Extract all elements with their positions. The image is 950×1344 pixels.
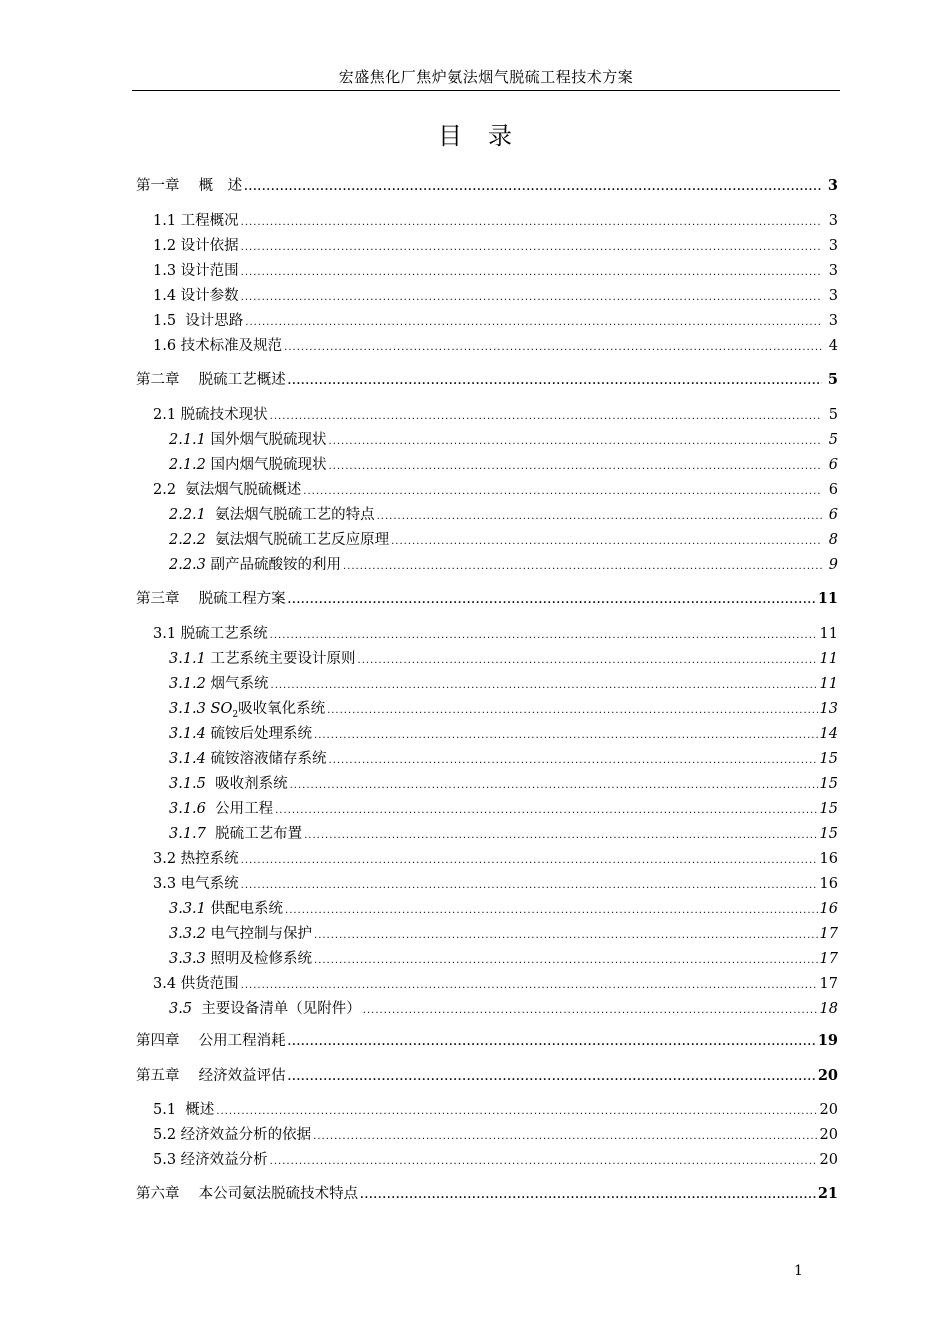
- toc-entry[interactable]: [153, 405, 838, 425]
- toc-entry-number: 第二章: [136, 372, 180, 388]
- toc-entry-text: 技术标准及规范: [180, 338, 283, 354]
- toc-entry-label: [153, 480, 301, 500]
- toc-entry[interactable]: [169, 949, 838, 969]
- toc-entry-text: $SO_2$吸收氧化系统: [210, 701, 326, 720]
- toc-chapter-entry[interactable]: [136, 1031, 838, 1051]
- toc-entry-label: [169, 530, 389, 550]
- toc-entry[interactable]: [153, 1150, 838, 1170]
- toc-entry-number: 第五章: [136, 1068, 180, 1084]
- toc-leader-dots: [284, 338, 822, 358]
- toc-page-number: 16: [819, 876, 838, 892]
- toc-entry-number: 3.1.5: [169, 776, 206, 792]
- toc-entry-label: [169, 999, 361, 1019]
- toc-page-number: 6: [828, 482, 838, 498]
- toc-entry-label: [136, 370, 286, 390]
- toc-page-number: 19: [817, 1032, 838, 1049]
- toc-entry-label: [169, 924, 312, 944]
- toc-entry-text: 脱硫工程方案: [198, 591, 286, 607]
- toc-entry[interactable]: [153, 480, 838, 500]
- toc-leader-dots: [244, 178, 822, 198]
- toc-entry-text: 主要设备清单（见附件）: [196, 1001, 361, 1017]
- toc-entry-label: [153, 974, 239, 994]
- toc-entry-number: 5.3: [153, 1152, 177, 1168]
- toc-entry-label: [153, 624, 268, 644]
- toc-entry-number: 3.1.6: [169, 801, 206, 817]
- toc-entry-text: 氨法烟气脱硫工艺反应原理: [210, 532, 390, 548]
- toc-entry-number: 2.1: [153, 407, 177, 423]
- toc-entry-label: [169, 430, 327, 450]
- toc-entry-text: 照明及检修系统: [210, 951, 313, 967]
- toc-entry-label: [169, 699, 325, 725]
- toc-entry-text: 硫铵后处理系统: [210, 726, 313, 742]
- toc-entry-text: 脱硫工艺系统: [180, 626, 268, 642]
- toc-page-number: 20: [817, 1067, 838, 1084]
- toc-entry[interactable]: [169, 430, 838, 450]
- toc-entry-number: 3.1.4: [169, 751, 206, 767]
- running-header: 宏盛焦化厂焦炉氨法烟气脱硫工程技术方案: [338, 68, 634, 86]
- toc-page-number: 14: [819, 726, 838, 742]
- page-number: 1: [794, 1263, 803, 1279]
- toc-entry-label: [136, 1066, 286, 1086]
- toc-entry-label: [153, 336, 282, 356]
- toc-entry-label: [153, 874, 239, 894]
- toc-entry-text: 供配电系统: [210, 901, 284, 917]
- toc-entry-label: [169, 674, 269, 694]
- toc-entry-number: 3.5: [169, 1001, 193, 1017]
- toc-entry[interactable]: [153, 336, 838, 356]
- toc-leader-dots: [241, 876, 818, 896]
- toc-page-number: 5: [827, 371, 838, 388]
- toc-entry-number: 2.2.3: [169, 557, 206, 573]
- toc-entry-number: 第四章: [136, 1033, 180, 1049]
- toc-entry-number: 3.1.3: [169, 701, 206, 717]
- toc-entry-number: 5.1: [153, 1102, 177, 1118]
- toc-leader-dots: [288, 1068, 816, 1088]
- toc-leader-dots: [290, 776, 818, 796]
- toc-entry-label: [169, 649, 356, 669]
- toc-entry-text: 氨法烟气脱硫工艺的特点: [210, 507, 375, 523]
- toc-entry-number: 1.4: [153, 288, 177, 304]
- toc-entry-number: 1.3: [153, 263, 177, 279]
- toc-chapter-entry[interactable]: [136, 370, 838, 390]
- toc-entry-text: 国内烟气脱硫现状: [210, 457, 327, 473]
- toc-entry-number: 3.2: [153, 851, 177, 867]
- toc-entry-text: 国外烟气脱硫现状: [210, 432, 327, 448]
- toc-entry-number: 3.3.2: [169, 926, 206, 942]
- toc-entry[interactable]: [153, 261, 838, 281]
- toc-leader-dots: [275, 801, 817, 821]
- toc-entry-text: 设计参数: [180, 288, 239, 304]
- toc-entry-text: 电气系统: [180, 876, 239, 892]
- toc-page-number: 15: [819, 801, 838, 817]
- toc-entry-text: 经济效益分析的依据: [180, 1127, 312, 1143]
- toc-page-number: 3: [828, 238, 838, 254]
- toc-entry-number: 1.6: [153, 338, 177, 354]
- toc-page-number: 11: [817, 590, 838, 607]
- toc-entry[interactable]: [169, 924, 838, 944]
- toc-page-number: 3: [828, 263, 838, 279]
- toc-page-number: 21: [817, 1185, 838, 1202]
- toc-entry[interactable]: [169, 749, 838, 769]
- toc-leader-dots: [270, 626, 818, 646]
- toc-leader-dots: [314, 926, 818, 946]
- toc-entry[interactable]: [153, 874, 838, 894]
- toc-entry-label: [136, 589, 286, 609]
- toc-entry[interactable]: [153, 286, 838, 306]
- toc-entry[interactable]: [153, 1100, 838, 1120]
- toc-entry[interactable]: [169, 649, 838, 669]
- toc-page-number: 3: [827, 177, 838, 194]
- toc-leader-dots: [360, 1186, 816, 1206]
- toc-entry-label: [169, 555, 341, 575]
- toc-entry-label: [153, 1100, 214, 1120]
- toc-entry-label: [169, 949, 312, 969]
- toc-entry-text: 经济效益分析: [180, 1152, 268, 1168]
- toc-page-number: 15: [819, 776, 838, 792]
- toc-leader-dots: [245, 313, 822, 333]
- toc-page-number: 15: [819, 826, 838, 842]
- toc-entry-number: 3.1.2: [169, 676, 206, 692]
- toc-page-number: 11: [819, 676, 838, 692]
- toc-entry-text: 设计范围: [180, 263, 239, 279]
- toc-entry-text: 电气控制与保护: [210, 926, 313, 942]
- toc-entry-text: 公用工程: [210, 801, 274, 817]
- toc-entry[interactable]: [169, 824, 838, 844]
- toc-entry[interactable]: [153, 624, 838, 644]
- toc-page-number: 4: [828, 338, 838, 354]
- toc-page-number: 6: [828, 457, 838, 473]
- toc-leader-dots: [241, 976, 818, 996]
- toc-entry-label: [153, 1125, 311, 1145]
- toc-leader-dots: [270, 407, 822, 427]
- toc-entry-text: 硫铵溶液储存系统: [210, 751, 327, 767]
- toc-chapter-entry[interactable]: [136, 1066, 838, 1086]
- toc-entry-number: 1.2: [153, 238, 177, 254]
- toc-leader-dots: [288, 1033, 816, 1053]
- toc-entry-number: 第三章: [136, 591, 180, 607]
- toc-entry-number: 3.1.4: [169, 726, 206, 742]
- toc-entry[interactable]: [169, 724, 838, 744]
- toc-page-number: 3: [828, 288, 838, 304]
- toc-leader-dots: [271, 676, 818, 696]
- toc-entry-text: 烟气系统: [210, 676, 269, 692]
- toc-entry-label: [153, 405, 268, 425]
- toc-page-number: 18: [819, 1001, 838, 1017]
- toc-entry-text: 供货范围: [180, 976, 239, 992]
- toc-entry-text: 本公司氨法脱硫技术特点: [198, 1186, 359, 1202]
- toc-leader-dots: [285, 901, 818, 921]
- toc-leader-dots: [216, 1102, 817, 1122]
- toc-entry-text: 工艺系统主要设计原则: [210, 651, 356, 667]
- toc-entry[interactable]: [169, 699, 838, 719]
- toc-entry-label: [153, 1150, 268, 1170]
- toc-entry-number: 1.5: [153, 313, 177, 329]
- toc-leader-dots: [241, 263, 822, 283]
- toc-entry-number: 2.1.1: [169, 432, 206, 448]
- toc-leader-dots: [288, 591, 816, 611]
- toc-entry[interactable]: [153, 236, 838, 256]
- toc-leader-dots: [314, 951, 818, 971]
- toc-page-number: 16: [819, 851, 838, 867]
- toc-entry[interactable]: [153, 1125, 838, 1145]
- toc-entry[interactable]: [169, 799, 838, 819]
- toc-entry-number: 3.3.3: [169, 951, 206, 967]
- toc-entry-number: 3.3: [153, 876, 177, 892]
- toc-leader-dots: [313, 1127, 817, 1147]
- toc-page-number: 17: [819, 951, 838, 967]
- toc-page-number: 17: [819, 926, 838, 942]
- toc-entry-number: 3.1.1: [169, 651, 206, 667]
- toc-entry[interactable]: [169, 555, 838, 575]
- toc-leader-dots: [391, 532, 822, 552]
- toc-page-number: 11: [819, 626, 838, 642]
- toc-entry-number: 3.1: [153, 626, 177, 642]
- toc-entry-label: [169, 724, 312, 744]
- toc-entry-text: 氨法烟气脱硫概述: [180, 482, 302, 498]
- toc-entry-label: [153, 261, 239, 281]
- toc-entry-label: [169, 505, 375, 525]
- toc-entry-label: [153, 211, 239, 231]
- toc-entry-label: [153, 311, 243, 331]
- toc-entry[interactable]: [153, 974, 838, 994]
- toc-leader-dots: [241, 213, 822, 233]
- toc-entry-text: 经济效益评估: [198, 1068, 286, 1084]
- toc-entry-label: [153, 286, 239, 306]
- page-title: 目录: [438, 122, 538, 150]
- toc-entry-number: 2.1.2: [169, 457, 206, 473]
- toc-entry-text: 吸收剂系统: [210, 776, 288, 792]
- toc-entry[interactable]: [169, 674, 838, 694]
- toc-leader-dots: [270, 1152, 818, 1172]
- toc-entry-text: 脱硫工艺概述: [198, 372, 286, 388]
- toc-chapter-entry[interactable]: [136, 589, 838, 609]
- toc-page-number: 5: [828, 432, 838, 448]
- toc-entry[interactable]: [169, 999, 838, 1019]
- toc-entry-number: 2.2.1: [169, 507, 206, 523]
- toc-page-number: 13: [819, 701, 838, 717]
- toc-entry-label: [169, 749, 327, 769]
- toc-page-number: 16: [819, 901, 838, 917]
- toc-entry[interactable]: [169, 774, 838, 794]
- toc-page-number: 20: [819, 1152, 838, 1168]
- toc-entry-text: 脱硫技术现状: [180, 407, 268, 423]
- toc-entry-number: 1.1: [153, 213, 177, 229]
- toc-entry-label: [153, 849, 239, 869]
- toc-page-number: 20: [819, 1127, 838, 1143]
- toc-entry-text: 设计思路: [180, 313, 244, 329]
- toc-entry-label: [136, 176, 242, 196]
- toc-entry-text: 概述: [180, 1102, 215, 1118]
- toc-entry-label: [169, 824, 302, 844]
- toc-entry-label: [169, 455, 327, 475]
- toc-leader-dots: [303, 482, 822, 502]
- toc-entry-label: [169, 899, 283, 919]
- toc-entry-text: 概 述: [198, 178, 243, 194]
- toc-entry-label: [169, 774, 288, 794]
- toc-entry-label: [169, 799, 273, 819]
- toc-page-number: 3: [828, 213, 838, 229]
- toc-leader-dots: [241, 238, 822, 258]
- toc-leader-dots: [327, 701, 817, 721]
- toc-entry[interactable]: [169, 505, 838, 525]
- toc-entry[interactable]: [153, 311, 838, 331]
- toc-page-number: 8: [828, 532, 838, 548]
- toc-page-number: 9: [828, 557, 838, 573]
- toc-entry[interactable]: [169, 899, 838, 919]
- toc-entry[interactable]: [153, 211, 838, 231]
- toc-chapter-entry[interactable]: [136, 176, 838, 196]
- toc-entry-label: [136, 1031, 286, 1051]
- toc-page-number: 6: [828, 507, 838, 523]
- toc-leader-dots: [377, 507, 822, 527]
- toc-entry[interactable]: [169, 530, 838, 550]
- toc-entry-label: [153, 236, 239, 256]
- toc-entry-number: 第一章: [136, 178, 180, 194]
- toc-leader-dots: [329, 751, 818, 771]
- toc-leader-dots: [363, 1001, 818, 1021]
- toc-leader-dots: [304, 826, 817, 846]
- toc-leader-dots: [329, 432, 822, 452]
- toc-entry-text: 热控系统: [180, 851, 239, 867]
- toc-entry-number: 5.2: [153, 1127, 177, 1143]
- toc-chapter-entry[interactable]: [136, 1184, 838, 1204]
- toc-entry-number: 3.3.1: [169, 901, 206, 917]
- toc-entry-text: 脱硫工艺布置: [210, 826, 303, 842]
- toc-leader-dots: [314, 726, 818, 746]
- toc-entry-number: 2.2: [153, 482, 177, 498]
- toc-entry-label: [136, 1184, 358, 1204]
- toc-leader-dots: [241, 851, 818, 871]
- toc-entry[interactable]: [153, 849, 838, 869]
- toc-leader-dots: [329, 457, 822, 477]
- toc-page-number: 11: [819, 651, 838, 667]
- toc-entry-number: 3.4: [153, 976, 177, 992]
- toc-page-number: 20: [819, 1102, 838, 1118]
- toc-entry[interactable]: [169, 455, 838, 475]
- toc-entry-text: 设计依据: [180, 238, 239, 254]
- toc-entry-number: 第六章: [136, 1186, 180, 1202]
- toc-entry-number: 3.1.7: [169, 826, 206, 842]
- toc-leader-dots: [358, 651, 818, 671]
- toc-leader-dots: [343, 557, 822, 577]
- toc-page-number: 5: [828, 407, 838, 423]
- toc-page-number: 15: [819, 751, 838, 767]
- toc-page-number: 3: [828, 313, 838, 329]
- toc-page-number: 17: [819, 976, 838, 992]
- toc-leader-dots: [288, 372, 822, 392]
- toc-entry-text: 副产品硫酸铵的利用: [210, 557, 342, 573]
- toc-entry-text: 公用工程消耗: [198, 1033, 286, 1049]
- toc-entry-number: 2.2.2: [169, 532, 206, 548]
- toc-entry-text: 工程概况: [180, 213, 239, 229]
- toc-leader-dots: [241, 288, 822, 308]
